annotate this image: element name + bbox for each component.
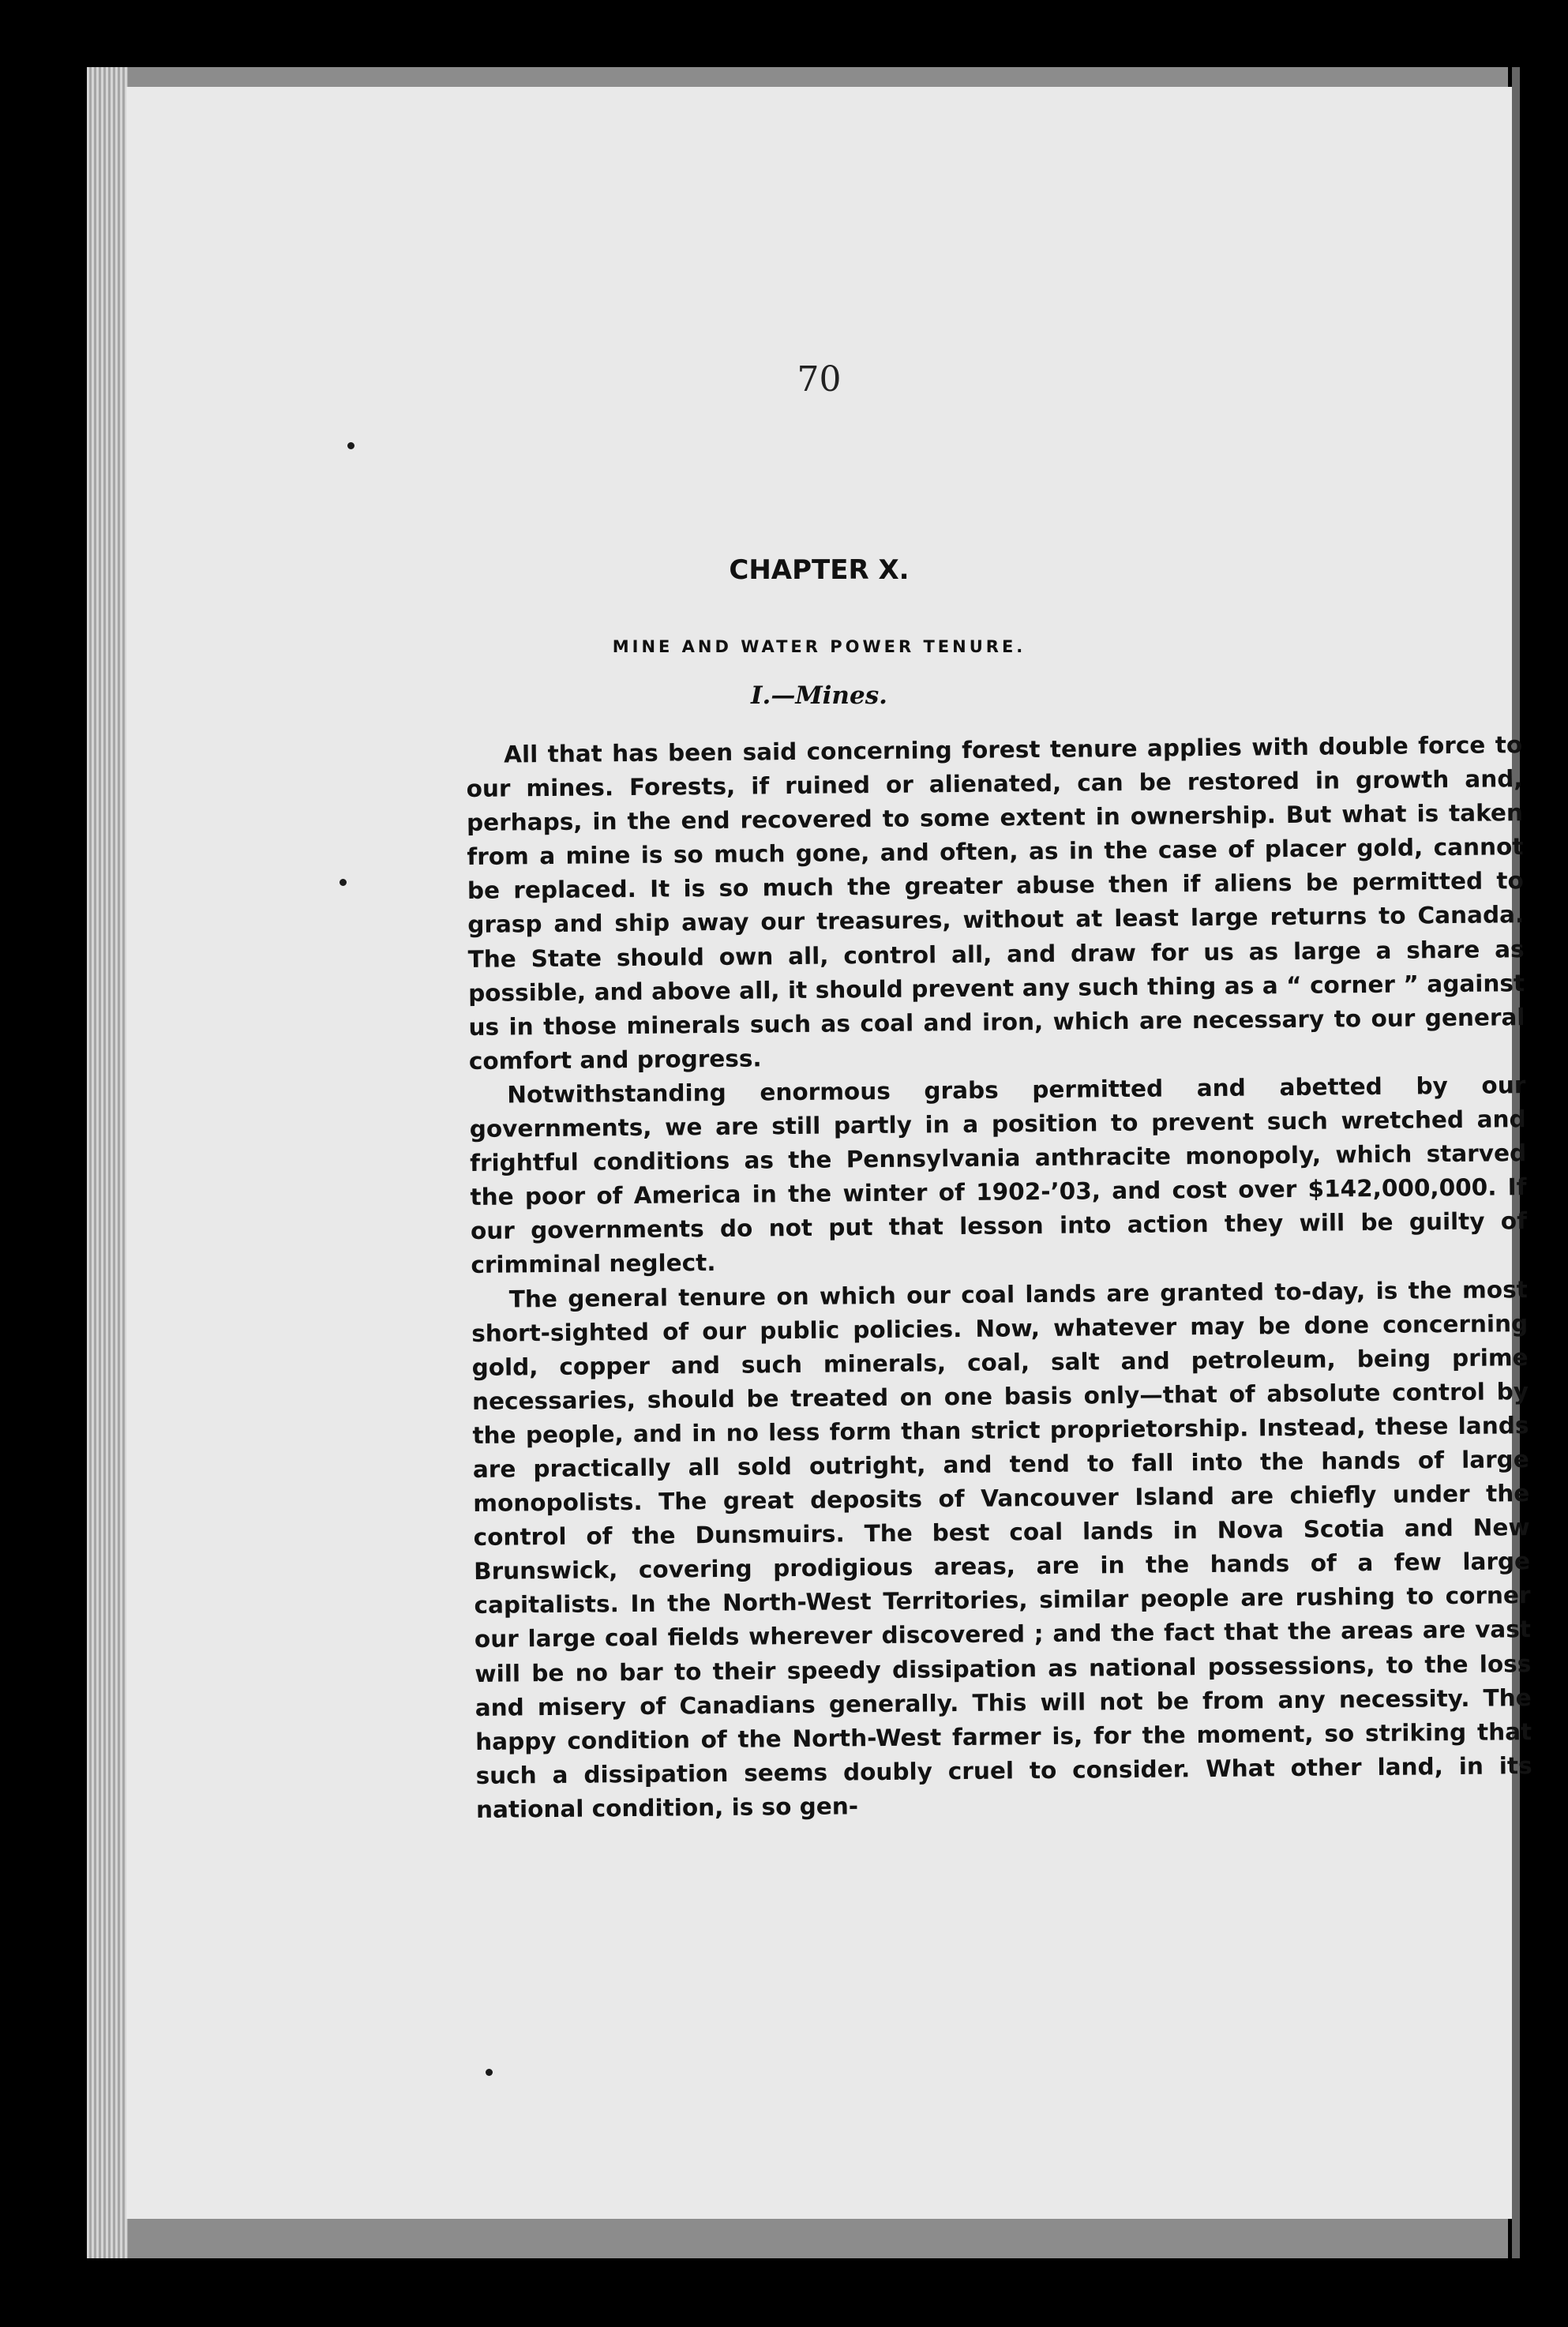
page-number: 70: [797, 359, 842, 400]
subsection-title: I.—Mines.: [751, 681, 887, 710]
chapter-title: CHAPTER X.: [729, 554, 910, 586]
ink-speck: [347, 442, 354, 449]
ink-speck: [339, 879, 347, 886]
section-title: MINE AND WATER POWER TENURE.: [612, 637, 1026, 656]
paragraph: Notwithstanding enormous grabs permitted and abetted by our governments, we are still partly in a position to prevent such wretched and frightful conditions as the Pennsylvania anthracite monopoly, which starved the poor of America in the winter of 1902-’03, and cost over $142,000,000. If our governments do not put that lesson into action they will be guilty of crimminal neglect.: [469, 1072, 1528, 1279]
paragraph: All that has been said concerning forest tenure applies with double force to our mines. Forests, if ruined or alienated, can be restored in growth and, perhaps, in the end recovered to some extent in ownership. But what is taken from a mine is so much gone, and often, as in the case of placer gold, cannot be replaced. It is so much the greater abuse then if aliens be permitted to grasp and ship away our treasures, without at least large returns to Canada. The State should own all, control all, and draw for us as large a share as possible, and above all, it should prevent any such thing as a “ corner ” against us in those minerals such as coal and iron, which are necessary to our general comfort and progress.: [466, 731, 1525, 1075]
ink-speck: [486, 2069, 493, 2076]
paragraph: The general tenure on which our coal lands are granted to-day, is the most short-sighted of our public policies. Now, whatever may be done concerning gold, copper and such minerals, coal, salt and petroleum, being prime necessaries, should be treated on one basis only—that of absolute control by the people, and in no less form than strict proprietorship. Instead, these lands are practically all sold outright, and tend to fall into the hands of large monopolists. The great deposits of Vancouver Island are chiefly under the control of the Dunsmuirs. The best coal lands in Nova Scotia and New Brunswick, covering prodigious areas, are in the hands of a few large capitalists. In the North-West Territories, similar people are rushing to corner our large coal fields wherever discovered ; and the fact that the areas are vast will be no bar to their speedy dissipation as national possessions, to the loss and misery of Canadians generally. This will not be from any necessity. The happy condition of the North-West farmer is, for the moment, so striking that such a dissipation seems doubly cruel to consider. What other land, in its national condition, is so gen-: [471, 1275, 1532, 1823]
body-text: [466, 728, 1532, 1827]
page-stack-edge: [87, 67, 128, 2258]
book-page: [126, 87, 1532, 2219]
